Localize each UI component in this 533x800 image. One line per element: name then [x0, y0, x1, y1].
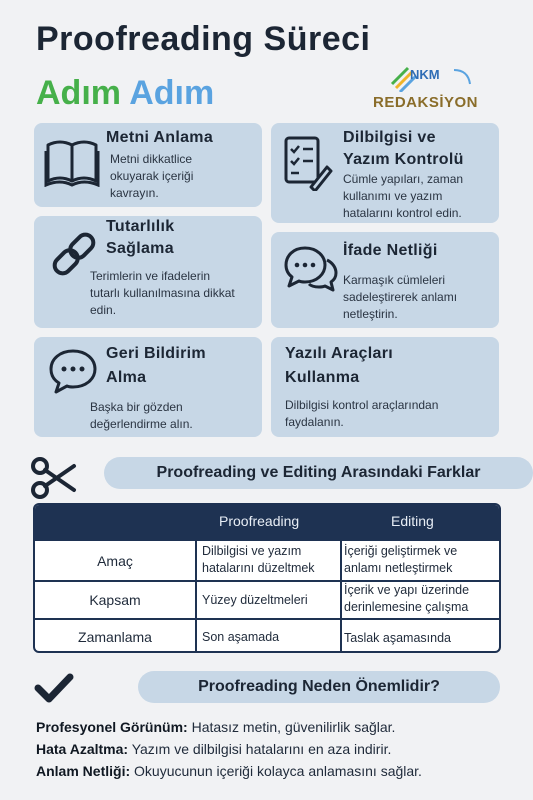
table-cell: Yüzey düzeltmeleri: [202, 593, 308, 607]
checklist-icon: [283, 135, 333, 191]
item-term: Hata Azaltma:: [36, 741, 129, 757]
column-header-editing: Editing: [391, 513, 434, 529]
book-icon: [44, 137, 100, 187]
card-title: Dilbilgisi ve: [343, 129, 436, 146]
subtitle-word-1: Adım: [36, 74, 121, 112]
card-desc-line: sadeleştirerek anlamı: [343, 290, 458, 304]
table-cell: Dilbilgisi ve yazım: [202, 544, 302, 558]
card-desc-line: tutarlı kullanılmasına dikkat: [90, 286, 235, 300]
speech-bubbles-icon: [283, 244, 339, 294]
card-desc-line: Cümle yapıları, zaman: [343, 172, 464, 186]
card-title-line2: Yazım Kontrolü: [343, 151, 464, 168]
card-title: Metni Anlama: [106, 129, 214, 146]
card-title: Yazılı Araçları: [285, 345, 393, 362]
card-title: İfade Netliği: [343, 242, 438, 259]
card-title-line2: Alma: [106, 369, 147, 386]
table-cell: derinlemesine çalışma: [344, 600, 469, 614]
table-cell: hatalarını düzeltmek: [202, 561, 315, 575]
card-desc-line: hatalarını kontrol edin.: [343, 206, 462, 220]
step-card-feedback: [34, 337, 262, 437]
column-header-proofreading: Proofreading: [219, 513, 300, 529]
card-desc-line: Terimlerin ve ifadelerin: [90, 269, 211, 283]
step-card-consistency: [34, 216, 262, 328]
card-desc-line: netleştirin.: [343, 307, 398, 321]
list-item: [36, 716, 506, 738]
step-card-grammar: [271, 123, 499, 223]
item-text: Yazım ve dilbilgisi hatalarını en aza indirir.: [128, 741, 392, 757]
comparison-table: [33, 503, 501, 653]
card-desc-line: kullanımı ve yazım: [343, 189, 443, 203]
table-divider: [195, 505, 197, 651]
card-title: Tutarlılık: [106, 218, 175, 235]
subtitle-word-2: Adım: [129, 74, 215, 112]
step-card-understand: [34, 123, 262, 207]
card-desc-line: Başka bir gözden: [90, 400, 183, 414]
comparison-heading: Proofreading ve Editing Arasındaki Farklar: [104, 457, 533, 489]
card-desc-line: Dilbilgisi kontrol araçlarından: [285, 398, 439, 412]
logo-name: REDAKSİYON: [372, 94, 478, 111]
table-cell: Taslak aşamasında: [344, 631, 452, 645]
page-title: Proofreading Süreci: [36, 20, 371, 58]
card-desc-line: değerlendirme alın.: [90, 417, 193, 431]
item-text: Hatasız metin, güvenilirlik sağlar.: [187, 719, 396, 735]
item-text: Okuyucunun içeriği kolayca anlamasını sağlar.: [130, 763, 422, 779]
brand-logo: [368, 62, 483, 122]
table-cell: anlamı netleştirmek: [344, 561, 453, 575]
list-item: [36, 738, 506, 760]
card-title-line2: Kullanma: [285, 369, 360, 386]
row-label-zamanlama: Zamanlama: [78, 629, 152, 645]
card-desc-line: edin.: [90, 303, 117, 317]
chat-bubble-icon: [48, 347, 98, 395]
scissors-icon: [30, 456, 78, 500]
table-cell: Son aşamada: [202, 630, 280, 644]
table-cell: İçerik ve yapı üzerinde: [344, 583, 470, 597]
card-title: Geri Bildirim: [106, 345, 206, 362]
card-desc-line: okuyarak içeriği: [110, 169, 194, 183]
card-desc-line: Metni dikkatlice: [110, 152, 193, 166]
row-label-kapsam: Kapsam: [89, 592, 141, 608]
step-card-clarity: [271, 232, 499, 328]
card-desc-line: faydalanın.: [285, 415, 344, 429]
importance-heading: Proofreading Neden Önemlidir?: [138, 671, 500, 703]
card-title-line2: Sağlama: [106, 240, 174, 257]
table-cell: İçeriği geliştirmek ve: [344, 544, 458, 558]
card-desc-line: kavrayın.: [110, 186, 159, 200]
table-divider: [35, 539, 499, 541]
step-card-tools: [271, 337, 499, 437]
row-label-amac: Amaç: [97, 553, 133, 569]
item-term: Profesyonel Görünüm:: [36, 719, 188, 735]
table-divider: [35, 618, 499, 620]
logo-mark-text: NKM: [410, 67, 440, 82]
checkmark-icon: [34, 672, 74, 704]
table-divider: [340, 505, 342, 651]
item-term: Anlam Netliği:: [36, 763, 131, 779]
card-desc-line: Karmaşık cümleleri: [343, 273, 446, 287]
importance-list: [36, 716, 506, 782]
list-item: [36, 760, 506, 782]
page-subtitle: [36, 74, 214, 113]
